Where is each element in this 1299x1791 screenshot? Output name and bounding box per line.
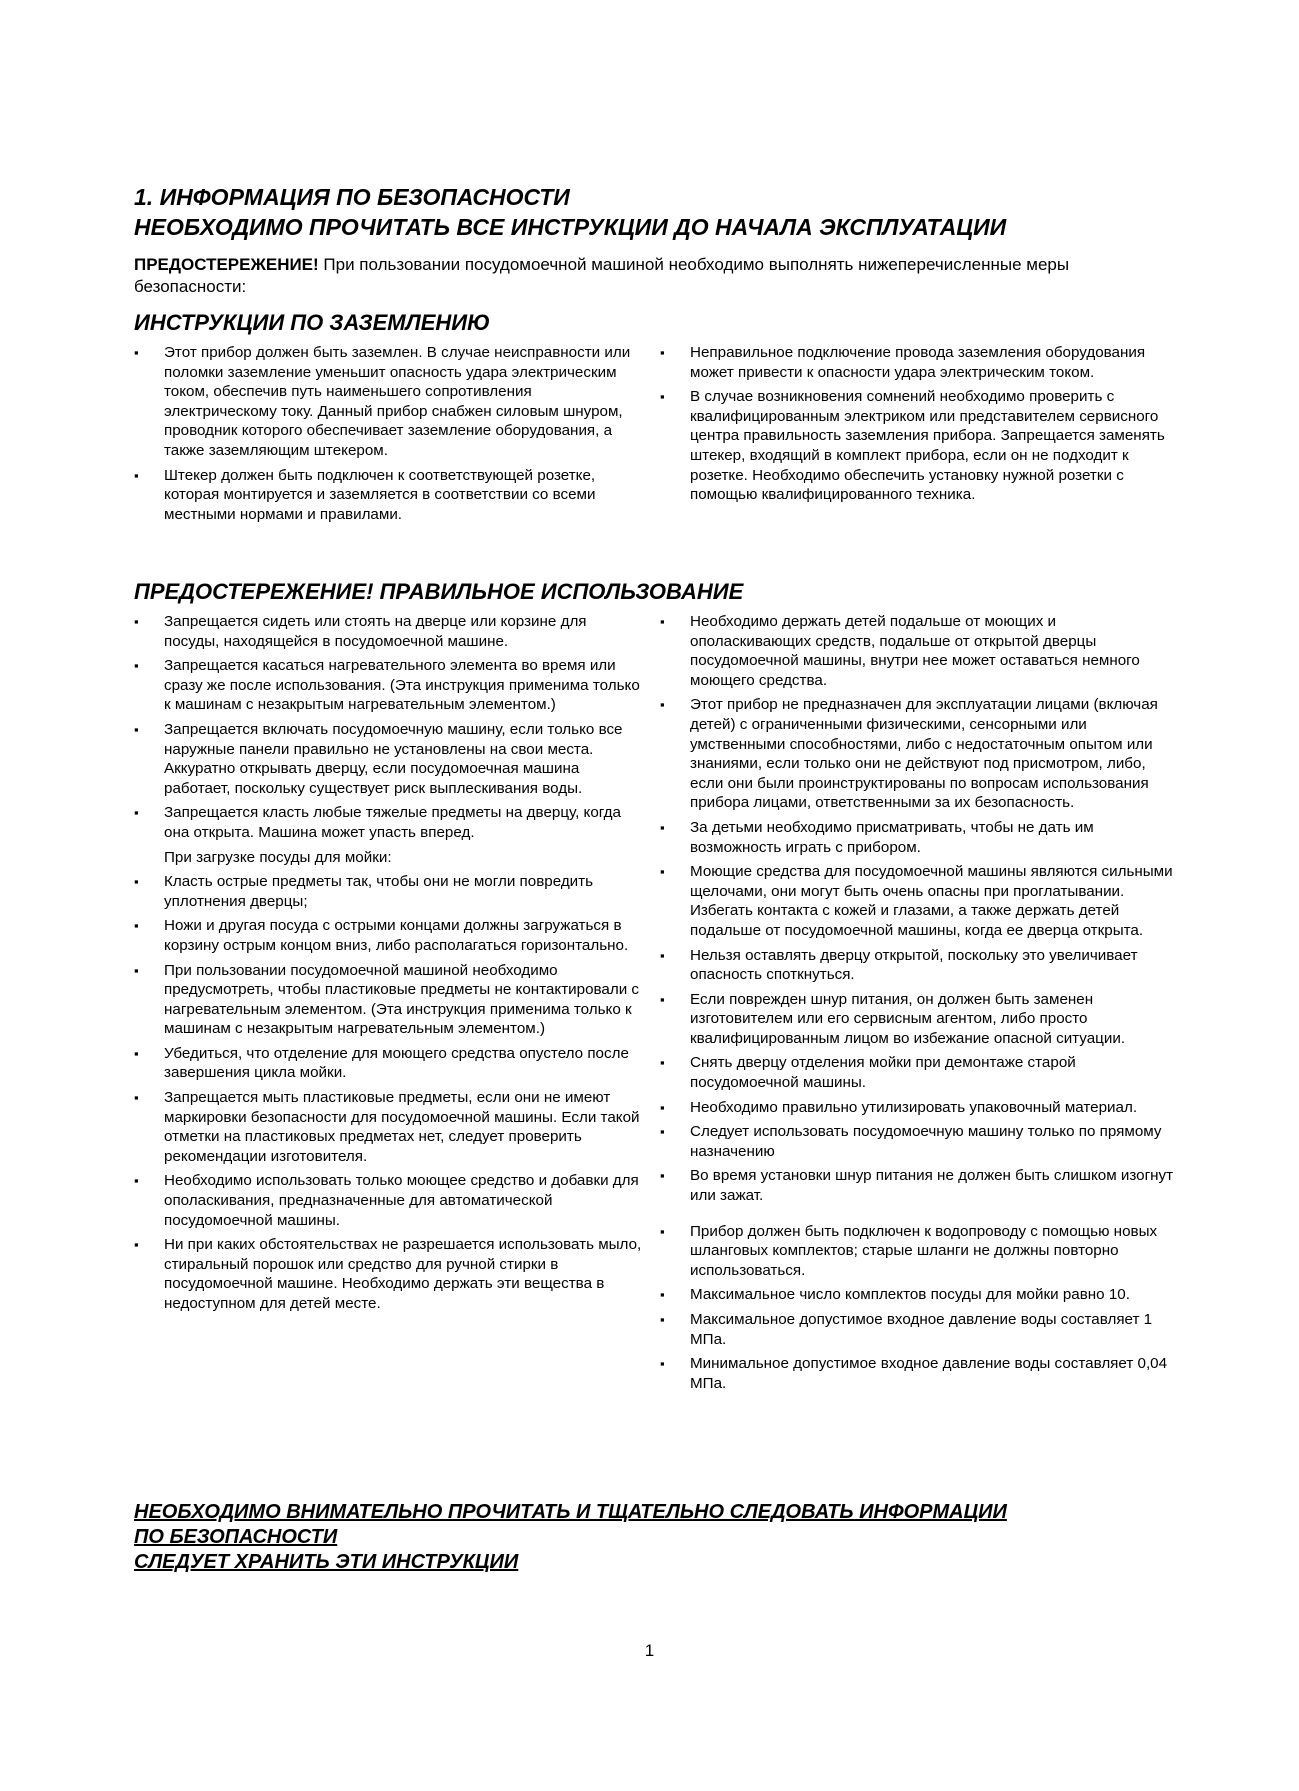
list-item: ▪ Нельзя оставлять дверцу открытой, поскольку это увеличивает опасность споткнуться.	[660, 946, 1175, 985]
list-item: ▪ Снять дверцу отделения мойки при демонтаже старой посудомоечной машины.	[660, 1053, 1175, 1092]
closing-line-3: СЛЕДУЕТ ХРАНИТЬ ЭТИ ИНСТРУКЦИИ	[134, 1551, 519, 1573]
list-item: ▪ Запрещается класть любые тяжелые предметы на дверцу, когда она открыта. Машина может упасть вперед.	[134, 803, 644, 842]
list-item: ▪ За детьми необходимо присматривать, чтобы не дать им возможность играть с прибором.	[660, 818, 1175, 857]
grounding-left-list	[134, 343, 644, 529]
list-item: ▪ Минимальное допустимое входное давление воды составляет 0,04 МПа.	[660, 1354, 1175, 1393]
list-item: ▪ Запрещается мыть пластиковые предметы, если они не имеют маркировки безопасности для посудомоечной машины. Если такой отметки на пластиковых предметах нет, следует проверить рекомендации изготовителя.	[134, 1088, 644, 1166]
list-item: ▪ Во время установки шнур питания не должен быть слишком изогнут или зажат.	[660, 1166, 1175, 1205]
page-number: 1	[644, 1641, 655, 1660]
list-item: ▪ Необходимо использовать только моющее средство и добавки для ополаскивания, предназначенные для автоматической посудомоечной машины.	[134, 1171, 644, 1230]
list-item: ▪ Запрещается включать посудомоечную машину, если только все наружные панели правильно не установлены на свои места. Аккуратно открывать дверцу, если посудомоечная машина работает, поскольку существует риск выплескивания воды.	[134, 720, 644, 798]
section-title: 1. ИНФОРМАЦИЯ ПО БЕЗОПАСНОСТИ	[134, 184, 570, 210]
list-item: ▪ Этот прибор не предназначен для эксплуатации лицами (включая детей) с ограниченными физическими, сенсорными или умственными способностями, либо с недостаточным опытом или знаниями, если только они не действуют под присмотром, либо, если они были проинструктированы по вопросам использования прибора лицами, ответственными за их безопасность.	[660, 695, 1175, 813]
list-item: ▪ Убедиться, что отделение для моющего средства опустело после завершения цикла мойки.	[134, 1044, 644, 1083]
usage-heading: ПРЕДОСТЕРЕЖЕНИЕ! ПРАВИЛЬНОЕ ИСПОЛЬЗОВАНИЕ	[134, 579, 744, 604]
list-item: ▪ Этот прибор должен быть заземлен. В случае неисправности или поломки заземление уменьшит опасность удара электрическим током, обеспечив путь наименьшего сопротивления электрическому току. Данный прибор снабжен силовым шнуром, проводник которого обеспечивает заземление оборудования, а также заземляющим штекером.	[134, 343, 644, 461]
intro-warning-label: ПРЕДОСТЕРЕЖЕНИЕ!	[134, 255, 319, 274]
list-item: ▪ В случае возникновения сомнений необходимо проверить с квалифицированным электриком или представителем сервисного центра правильность заземления прибора. Запрещается заменять штекер, входящий в комплект прибора, если он не подходит к розетке. Необходимо обеспечить установку нужной розетки с помощью квалифицированного техника.	[660, 387, 1175, 505]
intro-warning	[134, 254, 1164, 298]
list-item: ▪ Ножи и другая посуда с острыми концами должны загружаться в корзину острым концом вниз, либо располагаться горизонтально.	[134, 916, 644, 955]
list-item: ▪ Ни при каких обстоятельствах не разрешается использовать мыло, стиральный порошок или средство для ручной стирки в посудомоечной машине. Необходимо держать эти вещества в недоступном для детей месте.	[134, 1235, 644, 1313]
list-item: ▪ Необходимо держать детей подальше от моющих и ополаскивающих средств, подальше от открытой дверцы посудомоечной машины, внутри нее может оставаться немного моющего средства.	[660, 612, 1175, 690]
section-subtitle: НЕОБХОДИМО ПРОЧИТАТЬ ВСЕ ИНСТРУКЦИИ ДО НАЧАЛА ЭКСПЛУАТАЦИИ	[134, 214, 1007, 240]
list-item: ▪ Максимальное допустимое входное давление воды составляет 1 МПа.	[660, 1310, 1175, 1349]
grounding-heading: ИНСТРУКЦИИ ПО ЗАЗЕМЛЕНИЮ	[134, 310, 491, 335]
list-item: ▪ Штекер должен быть подключен к соответствующей розетке, которая монтируется и заземляется в соответствии со всеми местными нормами и правилами.	[134, 466, 644, 525]
list-item: ▪ Неправильное подключение провода заземления оборудования может привести к опасности удара электрическим током.	[660, 343, 1175, 382]
list-item: ▪ Следует использовать посудомоечную машину только по прямому назначению	[660, 1122, 1175, 1161]
list-item: ▪ Если поврежден шнур питания, он должен быть заменен изготовителем или его сервисным агентом, либо просто квалифицированным лицом во избежание опасной ситуации.	[660, 990, 1175, 1049]
list-item: ▪ Класть острые предметы так, чтобы они не могли повредить уплотнения дверцы;	[134, 872, 644, 911]
list-item: ▪ Моющие средства для посудомоечной машины являются сильными щелочами, они могут быть очень опасны при проглатывании. Избегать контакта с кожей и глазами, а также держать детей подальше от посудомоечной машины, когда ее дверца открыта.	[660, 862, 1175, 940]
usage-right-list	[660, 612, 1175, 1398]
closing-line-1: НЕОБХОДИМО ВНИМАТЕЛЬНО ПРОЧИТАТЬ И ТЩАТЕЛЬНО СЛЕДОВАТЬ ИНФОРМАЦИИ	[134, 1501, 1007, 1523]
closing-line-2: ПО БЕЗОПАСНОСТИ	[134, 1526, 338, 1548]
list-item: ▪ Запрещается сидеть или стоять на дверце или корзине для посуды, находящейся в посудомоечной машине.	[134, 612, 644, 651]
usage-left-list	[134, 612, 644, 1319]
list-item: ▪ Запрещается касаться нагревательного элемента во время или сразу же после использования. (Эта инструкция применима только к машинам с незакрытым нагревательным элементом.)	[134, 656, 644, 715]
grounding-right-list	[660, 343, 1175, 510]
list-item: ▪ Необходимо правильно утилизировать упаковочный материал.	[660, 1098, 1175, 1118]
list-item: ▪ Максимальное число комплектов посуды для мойки равно 10.	[660, 1285, 1175, 1305]
loading-note: При загрузке посуды для мойки:	[164, 848, 392, 866]
list-item: ▪ Прибор должен быть подключен к водопроводу с помощью новых шланговых комплектов; старые шланги не должны повторно использоваться.	[660, 1222, 1175, 1281]
intro-warning-text: При пользовании посудомоечной машиной необходимо выполнять нижеперечисленные меры безопасности:	[134, 255, 1070, 296]
list-item: ▪ При пользовании посудомоечной машиной необходимо предусмотреть, чтобы пластиковые предметы не контактировали с нагревательным элементом. (Эта инструкция применима только к машинам с незакрытым нагревательным элементом.)	[134, 961, 644, 1039]
